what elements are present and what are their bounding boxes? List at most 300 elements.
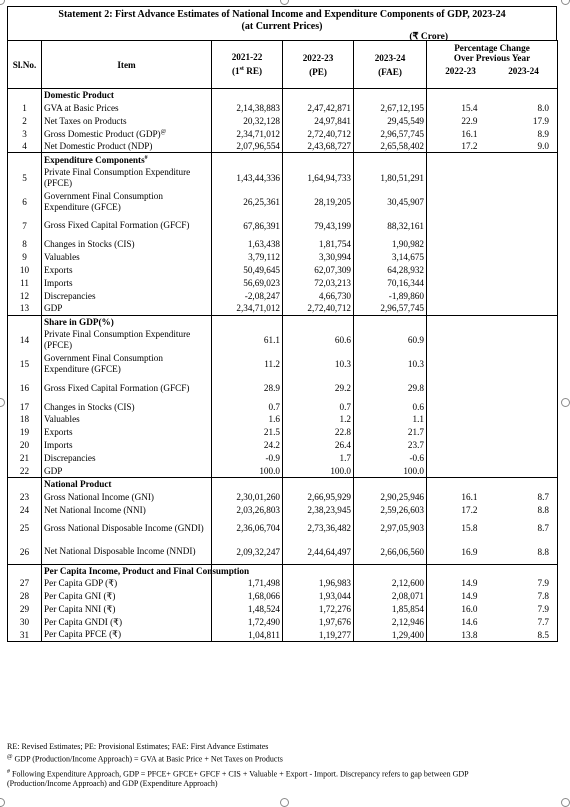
- row-slno: 1: [8, 101, 42, 114]
- row-pct-2022-23: [427, 264, 492, 277]
- footnote-hash-text-1: Following Expenditure Approach, GDP = PFCE+ GFCE+ GFCF + CIS + Valuable + Export - Import. Discrepancy refers to gap between GDP: [10, 769, 469, 779]
- row-item-text: Net National Disposable Income (NNDI): [44, 546, 196, 557]
- resize-handle-bottom-right[interactable]: [561, 798, 570, 807]
- row-value-2023-24: 30,45,907: [354, 190, 427, 214]
- row-slno: 3: [8, 127, 42, 140]
- section-empty-cell: [212, 153, 283, 166]
- row-pct-2022-23: [427, 277, 492, 290]
- section-empty-cell: [354, 315, 427, 328]
- section-empty-cell: [492, 477, 558, 490]
- row-value-2021-22: 50,49,645: [212, 264, 283, 277]
- row-slno: 25: [8, 516, 42, 540]
- row-value-2023-24: 1,80,51,291: [354, 166, 427, 190]
- row-pct-2022-23: [427, 465, 492, 478]
- header-item: Item: [42, 41, 212, 89]
- row-slno: 30: [8, 616, 42, 629]
- row-item: [42, 328, 212, 352]
- section-empty-cell: [492, 153, 558, 166]
- row-value-2022-23: 1.2: [283, 413, 354, 426]
- row-pct-2022-23: 16.1: [461, 128, 478, 139]
- table-row: [8, 264, 558, 277]
- section-header-row: [8, 89, 558, 102]
- row-item-text: Imports: [44, 277, 73, 288]
- row-value-2023-24: 2,12,600: [354, 577, 427, 590]
- row-slno: 16: [8, 376, 42, 400]
- status-sup: st: [239, 66, 244, 73]
- row-item: [42, 426, 212, 439]
- row-pct-2023-24: [492, 352, 558, 376]
- status-open: (1: [231, 66, 240, 77]
- row-item-text: Discrepancies: [44, 290, 96, 301]
- table-row: [8, 590, 558, 603]
- section-empty-cell: [427, 315, 492, 328]
- header-2022-23: [283, 41, 354, 89]
- row-item-text: Imports: [44, 440, 73, 451]
- table-row: [8, 114, 558, 127]
- row-slno: 15: [8, 352, 42, 376]
- row-value-2023-24: 1,85,854: [354, 603, 427, 616]
- row-item: [42, 490, 212, 503]
- row-value-2023-24: 2,96,57,745: [354, 302, 427, 315]
- row-value-2021-22: 1,04,811: [212, 629, 283, 642]
- row-value-2023-24: 2,90,25,946: [354, 490, 427, 503]
- row-value-2023-24: 2,66,06,560: [354, 540, 427, 564]
- section-empty-cell: [427, 477, 492, 490]
- row-slno: 8: [8, 238, 42, 251]
- row-value-2021-22: 2,14,38,883: [212, 101, 283, 114]
- section-empty-cell: [354, 153, 427, 166]
- row-pct-2023-24: [492, 376, 558, 400]
- table-row: [8, 251, 558, 264]
- table-row: [8, 214, 558, 238]
- section-header-row: [8, 153, 558, 166]
- row-pct-2022-23: 15.8: [461, 523, 478, 534]
- section-empty-cell: [427, 564, 492, 577]
- row-value-2023-24: 88,32,161: [354, 214, 427, 238]
- header-2023-24-status: (FAE): [378, 66, 402, 77]
- footnote-hash-cont: (Production/Income Approach) and GDP (Expenditure Approach): [7, 779, 218, 789]
- row-item-text: Net Domestic Product (NDP): [44, 141, 153, 152]
- row-pct-2022-23: [427, 452, 492, 465]
- table-row: [8, 516, 558, 540]
- row-pct-2023-24: 7.7: [492, 616, 558, 629]
- row-slno: 22: [8, 465, 42, 478]
- row-value-2021-22: 56,69,023: [212, 277, 283, 290]
- row-value-2021-22: 2,34,71,012: [212, 302, 283, 315]
- section-title-text: Expenditure Components: [44, 154, 145, 165]
- row-value-2023-24: -1,89,860: [354, 289, 427, 302]
- row-value-2022-23: 1,93,044: [283, 590, 354, 603]
- table-row: [8, 376, 558, 400]
- row-value-2023-24: 60.9: [354, 328, 427, 352]
- section-empty-cell: [354, 477, 427, 490]
- row-value-2022-23: 79,43,199: [283, 214, 354, 238]
- row-pct-2022-23: [427, 302, 492, 315]
- row-slno: 20: [8, 439, 42, 452]
- row-pct-2023-24: [492, 439, 558, 452]
- row-pct-2022-23: [427, 289, 492, 302]
- table-row: [8, 629, 558, 642]
- row-slno: 4: [8, 140, 42, 153]
- row-item-text: GDP: [44, 303, 63, 314]
- header-2023-24-year: 2023-24: [374, 52, 406, 63]
- row-pct-2022-23: [427, 400, 492, 413]
- row-pct-2022-23: 14.6: [461, 617, 478, 628]
- row-value-2021-22: 1.6: [212, 413, 283, 426]
- row-item-text: Valuables: [44, 414, 80, 425]
- resize-handle-bottom-left[interactable]: [0, 798, 5, 807]
- row-item: [42, 289, 212, 302]
- row-item-text: Gross Fixed Capital Formation (GFCF): [44, 220, 190, 231]
- section-empty-cell: [492, 315, 558, 328]
- row-value-2022-23: 1,81,754: [283, 238, 354, 251]
- row-value-2022-23: 100.0: [283, 465, 354, 478]
- row-pct-2022-23: [427, 251, 492, 264]
- row-item-text: Exports: [44, 265, 73, 276]
- row-item-text: Gross National Disposable Income (GNDI): [44, 522, 204, 533]
- row-item: [42, 503, 212, 516]
- row-pct-2023-24: 8.7: [492, 490, 558, 503]
- row-item-text: Changes in Stocks (CIS): [44, 239, 135, 250]
- table-row: [8, 302, 558, 315]
- row-value-2021-22: 2,09,32,247: [212, 540, 283, 564]
- row-value-2022-23: 0.7: [283, 400, 354, 413]
- row-value-2023-24: 1,29,400: [354, 629, 427, 642]
- row-slno: 12: [8, 289, 42, 302]
- row-item-text: Gross Fixed Capital Formation (GFCF): [44, 382, 190, 393]
- row-slno: 5: [8, 166, 42, 190]
- row-item: [42, 352, 212, 376]
- row-item: [42, 127, 212, 140]
- row-pct-2023-24: [492, 465, 558, 478]
- resize-handle-bottom[interactable]: [280, 798, 289, 807]
- row-slno: 31: [8, 629, 42, 642]
- row-pct-2022-23: [427, 166, 492, 190]
- row-item: [42, 603, 212, 616]
- estimates-table: [7, 40, 558, 642]
- row-value-2023-24: 2,65,58,402: [354, 140, 427, 153]
- row-pct-2022-23: 15.4: [461, 102, 478, 113]
- row-value-2022-23: 28,19,205: [283, 190, 354, 214]
- row-item-text: Discrepancies: [44, 453, 96, 464]
- pct-year-labels: [429, 66, 555, 76]
- row-item: [42, 114, 212, 127]
- table-row: [8, 465, 558, 478]
- section-empty-cell: [212, 315, 283, 328]
- resize-handle-top[interactable]: [280, 0, 289, 5]
- pct-year-2023-24: 2023-24: [508, 66, 539, 76]
- row-item-text: Gross Domestic Product (GDP): [44, 128, 161, 139]
- section-slno-cell: [8, 477, 42, 490]
- row-value-2022-23: 4,66,730: [283, 289, 354, 302]
- row-slno: 18: [8, 413, 42, 426]
- row-pct-2023-24: [492, 214, 558, 238]
- section-title-text: Per Capita Income, Product and Final Consumption: [44, 565, 250, 576]
- row-slno: 6: [8, 190, 42, 214]
- resize-handle-top-right[interactable]: [561, 0, 570, 5]
- table-row: [8, 413, 558, 426]
- table-row: [8, 439, 558, 452]
- footnote-at-symbol: @: [7, 754, 13, 760]
- row-item: [42, 629, 212, 642]
- row-item-text: Gross National Income (GNI): [44, 491, 154, 502]
- row-value-2023-24: 2,96,57,745: [354, 127, 427, 140]
- row-item: [42, 413, 212, 426]
- row-pct-2023-24: 8.8: [492, 540, 558, 564]
- row-item-text: Net Taxes on Products: [44, 115, 127, 126]
- row-value-2021-22: 28.9: [212, 376, 283, 400]
- row-value-2023-24: 70,16,344: [354, 277, 427, 290]
- section-slno-cell: [8, 153, 42, 166]
- row-pct-2023-24: [492, 264, 558, 277]
- header-2023-24: [354, 41, 427, 89]
- row-pct-2022-23: 17.2: [427, 140, 492, 153]
- row-value-2022-23: 2,43,68,727: [283, 140, 354, 153]
- row-slno: 14: [8, 328, 42, 352]
- section-title: [42, 564, 250, 577]
- row-value-2021-22: 1,72,490: [212, 616, 283, 629]
- row-value-2021-22: 1,43,44,336: [212, 166, 283, 190]
- row-value-2022-23: 72,03,213: [283, 277, 354, 290]
- row-pct-2022-23: [427, 426, 492, 439]
- footnote-hash: [7, 767, 559, 780]
- row-pct-2023-24: [492, 166, 558, 190]
- row-value-2021-22: 1,71,498: [212, 577, 283, 590]
- title-block: [7, 6, 557, 40]
- row-pct-2023-24: 9.0: [492, 140, 558, 153]
- row-item: [42, 376, 212, 400]
- table-row: [8, 238, 558, 251]
- row-value-2021-22: 100.0: [212, 465, 283, 478]
- row-value-2022-23: 3,30,994: [283, 251, 354, 264]
- row-pct-2023-24: [492, 452, 558, 465]
- row-item-marker: @: [160, 128, 167, 135]
- row-value-2022-23: 2,73,36,482: [283, 516, 354, 540]
- resize-handle-right[interactable]: [561, 398, 570, 407]
- row-item: [42, 251, 212, 264]
- row-pct-2023-24: [492, 277, 558, 290]
- row-value-2023-24: -0.6: [354, 452, 427, 465]
- resize-handle-top-left[interactable]: [0, 0, 5, 5]
- row-value-2021-22: 3,79,112: [212, 251, 283, 264]
- row-value-2022-23: 22.8: [283, 426, 354, 439]
- row-item: [42, 190, 212, 214]
- row-item: [42, 166, 212, 190]
- row-item: [42, 302, 212, 315]
- row-pct-2022-23: [427, 352, 492, 376]
- status-close: RE): [243, 66, 263, 77]
- row-value-2023-24: 23.7: [354, 439, 427, 452]
- row-value-2023-24: 1,90,982: [354, 238, 427, 251]
- row-pct-2023-24: 7.9: [492, 603, 558, 616]
- row-value-2021-22: 2,07,96,554: [212, 140, 283, 153]
- row-slno: 9: [8, 251, 42, 264]
- row-slno: 23: [8, 490, 42, 503]
- row-value-2023-24: 3,14,675: [354, 251, 427, 264]
- table-row: [8, 352, 558, 376]
- footnotes: [7, 742, 559, 789]
- row-slno: 24: [8, 503, 42, 516]
- row-item-text: Changes in Stocks (CIS): [44, 401, 135, 412]
- unit-label: (₹ Crore): [409, 32, 448, 42]
- row-pct-2023-24: 7.9: [492, 577, 558, 590]
- table-row: [8, 603, 558, 616]
- row-item: [42, 101, 212, 114]
- section-empty-cell: [354, 89, 427, 102]
- header-percentage-change: [427, 41, 558, 89]
- row-pct-2022-23: 16.9: [427, 540, 492, 564]
- row-value-2022-23: 1,64,94,733: [283, 166, 354, 190]
- row-pct-2022-23: [427, 439, 492, 452]
- pct-heading-line2: Over Previous Year: [453, 53, 531, 63]
- row-item-text: GDP: [44, 465, 63, 476]
- row-slno: 2: [8, 114, 42, 127]
- row-item-text: Valuables: [44, 252, 80, 263]
- row-value-2023-24: 2,59,26,603: [354, 503, 427, 516]
- row-item: [42, 400, 212, 413]
- table-row: [8, 490, 558, 503]
- row-slno: 11: [8, 277, 42, 290]
- row-slno: 27: [8, 577, 42, 590]
- row-value-2022-23: 10.3: [283, 352, 354, 376]
- row-value-2023-24: 100.0: [354, 465, 427, 478]
- section-title-text: Share in GDP(%): [44, 316, 114, 327]
- row-value-2023-24: 1.1: [354, 413, 427, 426]
- section-empty-cell: [283, 477, 354, 490]
- resize-handle-left[interactable]: [0, 398, 5, 407]
- row-value-2021-22: 0.7: [212, 400, 283, 413]
- table-row: [8, 190, 558, 214]
- table-row: [8, 127, 558, 140]
- table-row: [8, 400, 558, 413]
- table-row: [8, 616, 558, 629]
- header-slno: Sl.No.: [8, 41, 42, 89]
- row-value-2021-22: 2,36,06,704: [212, 516, 283, 540]
- row-value-2022-23: 1,19,277: [283, 629, 354, 642]
- row-item-text: Per Capita PFCE (₹): [44, 629, 122, 640]
- row-value-2021-22: -2,08,247: [212, 289, 283, 302]
- row-value-2023-24: 64,28,932: [354, 264, 427, 277]
- row-value-2021-22: 67,86,391: [212, 214, 283, 238]
- row-value-2022-23: 29.2: [283, 376, 354, 400]
- row-item-text: Exports: [44, 427, 73, 438]
- row-value-2021-22: 2,03,26,803: [212, 503, 283, 516]
- row-value-2021-22: -0.9: [212, 452, 283, 465]
- header-2021-22-status: [214, 66, 280, 76]
- row-slno: 19: [8, 426, 42, 439]
- row-item-text: Per Capita GNI (₹): [44, 590, 116, 601]
- row-item-text: Per Capita GDP (₹): [44, 577, 118, 588]
- row-pct-2022-23: 16.1: [461, 491, 478, 502]
- row-pct-2023-24: 8.5: [492, 629, 558, 642]
- row-value-2023-24: 2,97,05,903: [354, 516, 427, 540]
- row-pct-2023-24: 17.9: [492, 114, 558, 127]
- row-value-2023-24: 29.8: [354, 376, 427, 400]
- row-value-2022-23: 2,47,42,871: [283, 101, 354, 114]
- row-value-2021-22: 26,25,361: [212, 190, 283, 214]
- row-value-2022-23: 1,72,276: [283, 603, 354, 616]
- row-item: [42, 452, 212, 465]
- row-value-2023-24: 2,08,071: [354, 590, 427, 603]
- row-value-2023-24: 10.3: [354, 352, 427, 376]
- row-pct-2022-23: 22.9: [461, 115, 478, 126]
- table-row: [8, 328, 558, 352]
- pct-year-2022-23: 2022-23: [445, 66, 476, 76]
- row-value-2022-23: 1,97,676: [283, 616, 354, 629]
- row-pct-2022-23: [427, 214, 492, 238]
- row-pct-2023-24: [492, 251, 558, 264]
- section-header-row: [8, 564, 558, 577]
- row-pct-2023-24: [492, 426, 558, 439]
- section-empty-cell: [283, 153, 354, 166]
- row-value-2021-22: 1,63,438: [212, 238, 283, 251]
- statement-title: Statement 2: First Advance Estimates of National Income and Expenditure Components of GDP, 2023-24: [58, 9, 506, 20]
- row-item-text: Government Final Consumption Expenditure (GFCE): [44, 353, 163, 375]
- section-slno-cell: [8, 564, 42, 577]
- row-item: [42, 577, 212, 590]
- row-value-2022-23: 2,44,64,497: [283, 540, 354, 564]
- row-value-2023-24: 0.6: [354, 400, 427, 413]
- row-value-2023-24: 29,45,549: [354, 114, 427, 127]
- header-2022-23-status: (PE): [309, 66, 327, 77]
- row-pct-2023-24: [492, 328, 558, 352]
- row-pct-2022-23: [427, 238, 492, 251]
- table-row: [8, 503, 558, 516]
- row-value-2021-22: 11.2: [212, 352, 283, 376]
- pct-heading-line1: Percentage Change: [454, 43, 530, 53]
- section-title-text: Domestic Product: [44, 90, 114, 101]
- row-item-text: Private Final Consumption Expenditure (PFCE): [44, 166, 191, 188]
- section-empty-cell: [212, 477, 283, 490]
- row-item: [42, 238, 212, 251]
- row-pct-2022-23: [427, 190, 492, 214]
- row-value-2023-24: 2,12,946: [354, 616, 427, 629]
- section-header-row: [8, 315, 558, 328]
- section-header-row: [8, 477, 558, 490]
- row-pct-2023-24: 8.9: [492, 127, 558, 140]
- section-title: [42, 153, 212, 166]
- row-pct-2023-24: 8.0: [492, 101, 558, 114]
- section-empty-cell: [492, 89, 558, 102]
- row-value-2021-22: 20,32,128: [212, 114, 283, 127]
- section-title-text: National Product: [44, 479, 112, 490]
- row-pct-2022-23: 16.0: [461, 604, 478, 615]
- section-empty-cell: [283, 315, 354, 328]
- row-slno: 7: [8, 214, 42, 238]
- row-value-2021-22: 1,68,066: [212, 590, 283, 603]
- row-slno: 28: [8, 590, 42, 603]
- row-value-2022-23: 2,66,95,929: [283, 490, 354, 503]
- row-item-text: Per Capita GNDI (₹): [44, 616, 123, 627]
- row-item: [42, 140, 212, 153]
- row-item: [42, 214, 212, 238]
- row-pct-2023-24: [492, 400, 558, 413]
- section-empty-cell: [427, 89, 492, 102]
- row-slno: 26: [8, 540, 42, 564]
- row-pct-2023-24: [492, 238, 558, 251]
- header-2022-23-year: 2022-23: [302, 52, 334, 63]
- row-slno: 10: [8, 264, 42, 277]
- section-empty-cell: [427, 153, 492, 166]
- row-value-2022-23: 62,07,309: [283, 264, 354, 277]
- row-pct-2023-24: [492, 289, 558, 302]
- row-pct-2023-24: 8.8: [492, 503, 558, 516]
- row-pct-2022-23: 13.8: [427, 629, 492, 642]
- row-item: [42, 616, 212, 629]
- row-item: [42, 465, 212, 478]
- section-title: [42, 315, 212, 328]
- row-pct-2022-23: [427, 328, 492, 352]
